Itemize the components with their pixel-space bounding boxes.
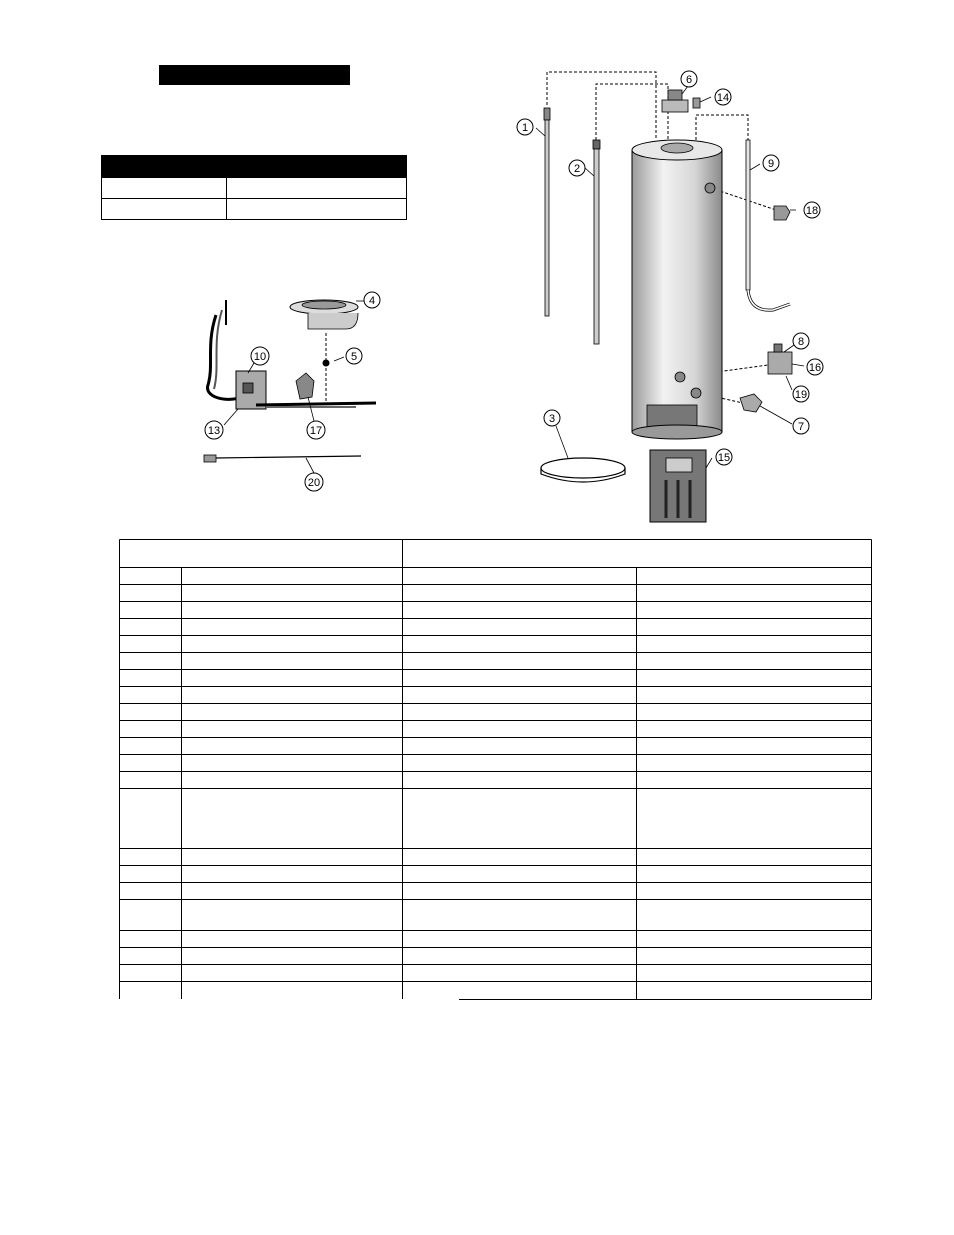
svg-text:10: 10 — [253, 351, 267, 363]
svg-text:6: 6 — [685, 74, 693, 86]
svg-text:20: 20 — [307, 477, 321, 489]
callout-4 — [364, 292, 380, 308]
svg-text:17: 17 — [309, 425, 323, 437]
anode-rod — [544, 108, 550, 316]
combustion-chamber-door — [650, 450, 706, 522]
title-bar — [159, 65, 350, 85]
thermocouple — [204, 455, 361, 462]
spec-table-header — [101, 155, 407, 177]
relief-valve — [774, 206, 790, 220]
water-heater-diagram — [521, 60, 838, 530]
flue-baffle-top — [662, 90, 700, 112]
dip-tube — [593, 140, 600, 344]
callout-15 — [716, 449, 732, 465]
svg-text:16: 16 — [808, 362, 822, 374]
parts-list-table — [119, 539, 873, 1001]
callout-6 — [681, 71, 697, 87]
callout-14 — [715, 89, 731, 105]
callout-5 — [346, 348, 362, 364]
spec-table-row — [101, 198, 407, 220]
svg-text:15: 15 — [717, 452, 731, 464]
svg-text:19: 19 — [794, 389, 808, 401]
svg-text:1: 1 — [521, 122, 529, 134]
callout-17 — [307, 421, 325, 439]
callout-16 — [807, 359, 823, 375]
svg-text:18: 18 — [805, 205, 819, 217]
svg-text:13: 13 — [207, 425, 221, 437]
callout-2 — [569, 160, 585, 176]
svg-text:9: 9 — [767, 158, 775, 170]
svg-text:3: 3 — [548, 413, 556, 425]
callout-10 — [251, 347, 269, 365]
burner-manifold — [256, 403, 376, 407]
callout-20 — [305, 473, 323, 491]
callout-9 — [763, 155, 779, 171]
svg-text:14: 14 — [716, 92, 730, 104]
callout-1 — [517, 119, 533, 135]
svg-text:5: 5 — [350, 351, 358, 363]
callout-18 — [804, 202, 820, 218]
flue-collector — [290, 300, 358, 329]
tank — [632, 140, 722, 439]
svg-text:2: 2 — [573, 163, 581, 175]
callout-8 — [793, 333, 809, 349]
svg-text:8: 8 — [797, 336, 805, 348]
drain-valve — [740, 394, 762, 412]
base-ring — [541, 458, 625, 482]
burner-door — [236, 371, 266, 409]
svg-text:4: 4 — [368, 295, 376, 307]
screw — [323, 360, 330, 367]
pilot-assembly — [296, 373, 314, 399]
callout-19 — [793, 386, 809, 402]
spec-table-row — [101, 177, 407, 199]
callout-3 — [544, 410, 560, 426]
burner-assembly-diagram — [196, 285, 386, 495]
callout-13 — [205, 421, 223, 439]
svg-text:7: 7 — [797, 421, 805, 433]
callout-7 — [793, 418, 809, 434]
